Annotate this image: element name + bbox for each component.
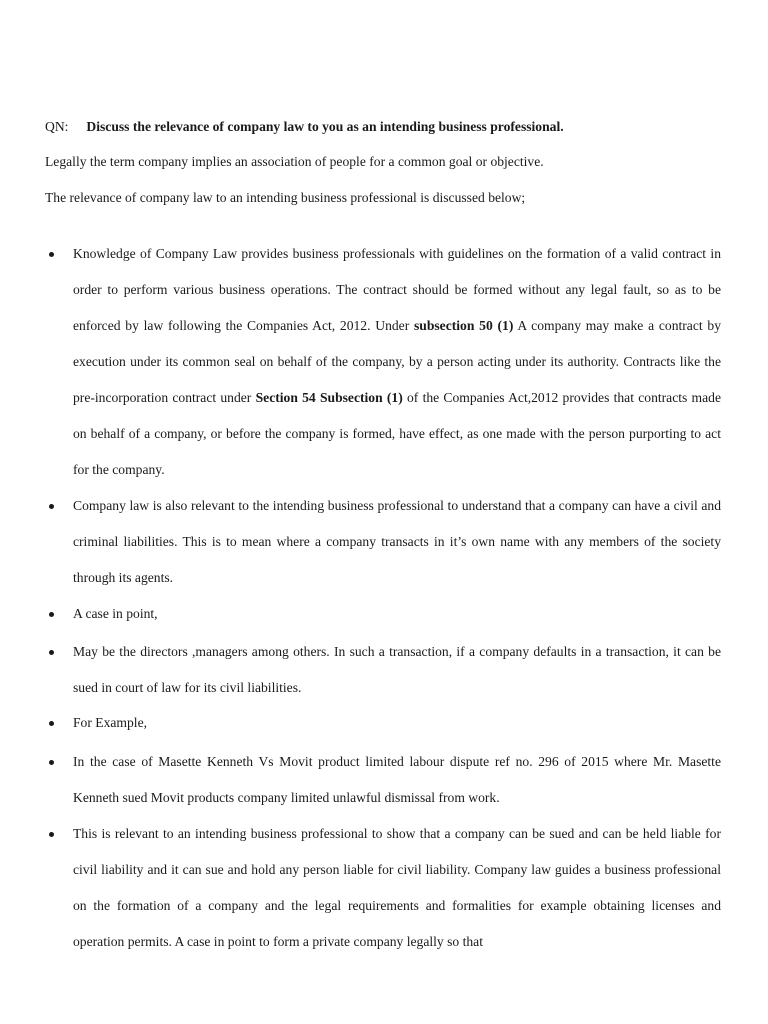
bullet-dot-icon xyxy=(49,612,54,617)
bullet-text-segment: May be the directors ,managers among others. In such a transaction, if a company defaults in a transaction, it can be sued in court of law for its civil liabilities. xyxy=(73,644,721,695)
bullet-text-segment: A case in point, xyxy=(73,606,158,621)
question-line xyxy=(45,119,564,135)
legal-citation: subsection 50 (1) xyxy=(413,318,514,333)
bullet-text-segment: A company may make a contract by execution under its common seal on behalf of the company, by a person acting under its authority. Contracts like the pre-incorporation contract under xyxy=(73,318,721,405)
question-label: QN: xyxy=(45,119,69,134)
bullet-dot-icon xyxy=(49,760,54,765)
bullet-text xyxy=(73,236,721,488)
intro-paragraph-definition: Legally the term company implies an association of people for a common goal or objective. xyxy=(45,154,544,169)
bullet-text-segment: For Example, xyxy=(73,715,147,730)
bullet-dot-icon xyxy=(49,504,54,509)
bullet-text-segment: Knowledge of Company Law provides business professionals with guidelines on the formation of a valid contract in order to perform various business operations. The contract should be formed without any legal fault, so as to be enforced by law following the Companies Act, 2012. Under xyxy=(73,246,721,333)
bullet-dot-icon xyxy=(49,721,54,726)
question-text: Discuss the relevance of company law to you as an intending business professional. xyxy=(86,119,564,134)
bullet-text xyxy=(73,634,721,706)
bullet-dot-icon xyxy=(49,252,54,257)
bullet-text xyxy=(73,816,721,960)
intro-paragraph-relevance: The relevance of company law to an intending business professional is discussed below; xyxy=(45,190,526,205)
bullet-text xyxy=(73,488,721,596)
bullet-dot-icon xyxy=(49,832,54,837)
bullet-text-segment: of the Companies Act,2012 provides that contracts made on behalf of a company, or before the company is formed, have effect, as one made with the person purporting to act for the company. xyxy=(73,390,721,477)
bullet-text-segment: In the case of Masette Kenneth Vs Movit product limited labour dispute ref no. 296 of 2015 where Mr. Masette Kenneth sued Movit products company limited unlawful dismissal from work. xyxy=(73,754,721,805)
bullet-text xyxy=(73,596,721,632)
legal-citation: Section 54 Subsection (1) xyxy=(255,390,403,405)
bullet-dot-icon xyxy=(49,650,54,655)
bullet-text-segment: Company law is also relevant to the intending business professional to understand that a company can have a civil and criminal liabilities. This is to mean where a company transacts in it’s own name with any members of the society through its agents. xyxy=(73,498,721,585)
bullet-text-segment: This is relevant to an intending business professional to show that a company can be sued and can be held liable for civil liability and it can sue and hold any person liable for civil liability. Company law guides a business professional on the formation of a company and the legal requirements and formalities for example obtaining licenses and operation permits. A case in point to form a private company legally so that xyxy=(73,826,721,949)
bullet-text xyxy=(73,744,721,816)
bullet-text xyxy=(73,705,721,741)
